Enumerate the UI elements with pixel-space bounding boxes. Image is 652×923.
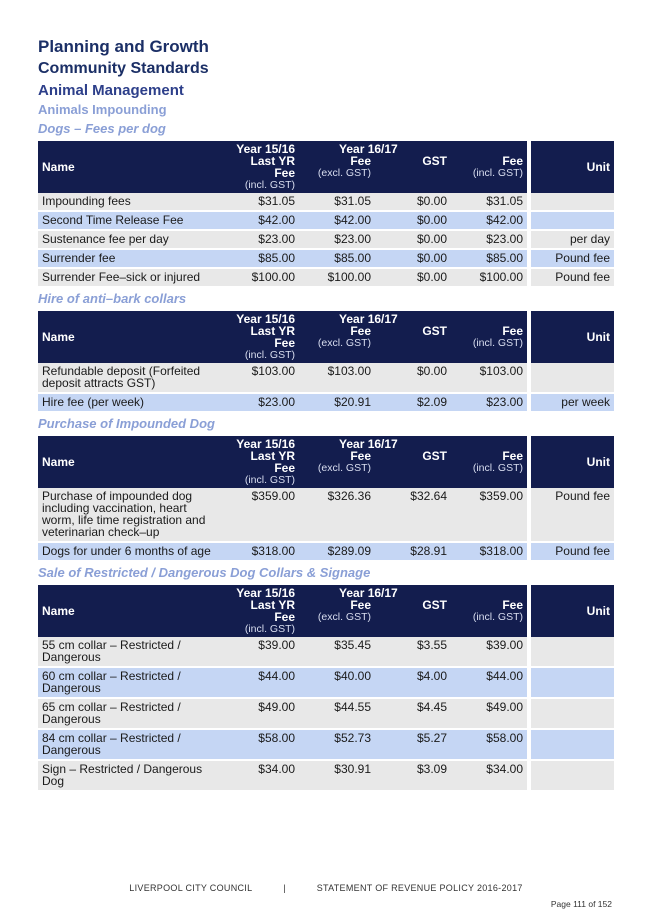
cell-last-yr-fee: $103.00 <box>223 363 299 394</box>
cell-unit: Pound fee <box>531 488 614 543</box>
col-header-gst: Year 16/17 GST <box>375 141 451 193</box>
cell-fee-excl: $40.00 <box>299 668 375 699</box>
col-header-name: Name <box>38 585 223 637</box>
col-header-unit: Unit <box>531 311 614 363</box>
cell-last-yr-fee: $49.00 <box>223 699 299 730</box>
cell-gst: $28.91 <box>375 543 451 562</box>
footer-statement: STATEMENT OF REVENUE POLICY 2016-2017 <box>316 883 523 893</box>
cell-fee-excl: $30.91 <box>299 761 375 792</box>
cell-unit <box>531 699 614 730</box>
cell-fee-excl: $20.91 <box>299 394 375 413</box>
col-header-name: Name <box>38 436 223 488</box>
cell-last-yr-fee: $31.05 <box>223 193 299 212</box>
cell-name: Refundable deposit (Forfeited deposit attracts GST) <box>38 363 223 394</box>
table-row <box>38 730 614 761</box>
cell-fee-excl: $42.00 <box>299 212 375 231</box>
cell-last-yr-fee: $359.00 <box>223 488 299 543</box>
col-header-gst: Year 16/17 GST <box>375 436 451 488</box>
table-row <box>38 212 614 231</box>
cell-last-yr-fee: $39.00 <box>223 637 299 668</box>
cell-last-yr-fee: $100.00 <box>223 269 299 288</box>
table-header <box>38 311 614 363</box>
cell-unit <box>531 212 614 231</box>
section-title: Dogs – Fees per dog <box>38 121 166 136</box>
table-row <box>38 394 614 413</box>
cell-gst: $32.64 <box>375 488 451 543</box>
page-number: Page 111 of 152 <box>550 899 612 909</box>
cell-gst: $0.00 <box>375 363 451 394</box>
cell-name: 65 cm collar – Restricted / Dangerous <box>38 699 223 730</box>
footer-council: LIVERPOOL CITY COUNCIL <box>129 883 253 893</box>
cell-name: Surrender Fee–sick or injured <box>38 269 223 288</box>
cell-fee-excl: $326.36 <box>299 488 375 543</box>
col-header-name: Name <box>38 311 223 363</box>
cell-unit <box>531 193 614 212</box>
cell-name: 55 cm collar – Restricted / Dangerous <box>38 637 223 668</box>
table-row <box>38 543 614 562</box>
fee-table <box>38 436 614 562</box>
cell-last-yr-fee: $44.00 <box>223 668 299 699</box>
cell-last-yr-fee: $23.00 <box>223 231 299 250</box>
cell-unit: per day <box>531 231 614 250</box>
page-footer <box>0 883 652 893</box>
table-row <box>38 363 614 394</box>
cell-name: Surrender fee <box>38 250 223 269</box>
cell-unit <box>531 637 614 668</box>
cell-name: 84 cm collar – Restricted / Dangerous <box>38 730 223 761</box>
cell-name: Dogs for under 6 months of age <box>38 543 223 562</box>
cell-fee-excl: $31.05 <box>299 193 375 212</box>
cell-name: Sustenance fee per day <box>38 231 223 250</box>
cell-last-yr-fee: $42.00 <box>223 212 299 231</box>
cell-name: Sign – Restricted / Dangerous Dog <box>38 761 223 792</box>
heading-service: Animal Management <box>38 82 184 99</box>
section-title: Purchase of Impounded Dog <box>38 416 215 431</box>
col-header-gst: Year 16/17 GST <box>375 585 451 637</box>
col-header-last-yr: Year 15/16 Last YR Fee (incl. GST) <box>223 436 299 488</box>
cell-fee-excl: $52.73 <box>299 730 375 761</box>
cell-fee-incl: $359.00 <box>451 488 527 543</box>
cell-name: Impounding fees <box>38 193 223 212</box>
col-header-gst: Year 16/17 GST <box>375 311 451 363</box>
col-header-unit: Unit <box>531 436 614 488</box>
cell-fee-excl: $35.45 <box>299 637 375 668</box>
col-header-fee-incl: Fee (incl. GST) <box>451 311 527 363</box>
cell-last-yr-fee: $34.00 <box>223 761 299 792</box>
cell-gst: $3.09 <box>375 761 451 792</box>
fee-table <box>38 311 614 413</box>
cell-name: Purchase of impounded dog including vaccination, heart worm, life time registration and veterinarian check–up <box>38 488 223 543</box>
cell-fee-incl: $44.00 <box>451 668 527 699</box>
document-page <box>38 36 614 794</box>
cell-gst: $0.00 <box>375 212 451 231</box>
table-row <box>38 250 614 269</box>
cell-unit <box>531 363 614 394</box>
cell-last-yr-fee: $85.00 <box>223 250 299 269</box>
cell-gst: $4.45 <box>375 699 451 730</box>
cell-fee-incl: $58.00 <box>451 730 527 761</box>
cell-name: Second Time Release Fee <box>38 212 223 231</box>
cell-fee-incl: $85.00 <box>451 250 527 269</box>
table-header <box>38 585 614 637</box>
col-header-unit: Unit <box>531 585 614 637</box>
footer-separator: | <box>283 883 286 893</box>
heading-department: Planning and Growth <box>38 37 209 56</box>
col-header-last-yr: Year 15/16 Last YR Fee (incl. GST) <box>223 311 299 363</box>
cell-fee-incl: $318.00 <box>451 543 527 562</box>
cell-fee-incl: $42.00 <box>451 212 527 231</box>
cell-gst: $0.00 <box>375 269 451 288</box>
col-header-fee: Fee (excl. GST) <box>299 436 375 488</box>
cell-gst: $4.00 <box>375 668 451 699</box>
fee-sections <box>38 120 614 792</box>
cell-unit: Pound fee <box>531 269 614 288</box>
cell-gst: $0.00 <box>375 250 451 269</box>
cell-name: Hire fee (per week) <box>38 394 223 413</box>
cell-fee-excl: $100.00 <box>299 269 375 288</box>
col-header-last-yr: Year 15/16 Last YR Fee (incl. GST) <box>223 141 299 193</box>
cell-name: 60 cm collar – Restricted / Dangerous <box>38 668 223 699</box>
cell-fee-incl: $39.00 <box>451 637 527 668</box>
col-header-fee: Fee (excl. GST) <box>299 311 375 363</box>
table-row <box>38 637 614 668</box>
col-header-fee-incl: Fee (incl. GST) <box>451 141 527 193</box>
col-header-fee-incl: Fee (incl. GST) <box>451 436 527 488</box>
heading-unit: Community Standards <box>38 60 209 77</box>
cell-fee-incl: $49.00 <box>451 699 527 730</box>
table-row <box>38 668 614 699</box>
table-row <box>38 699 614 730</box>
table-header <box>38 141 614 193</box>
heading-activity: Animals Impounding <box>38 102 167 117</box>
col-header-fee-incl: Fee (incl. GST) <box>451 585 527 637</box>
cell-last-yr-fee: $318.00 <box>223 543 299 562</box>
cell-fee-excl: $103.00 <box>299 363 375 394</box>
cell-unit: per week <box>531 394 614 413</box>
cell-fee-excl: $23.00 <box>299 231 375 250</box>
cell-gst: $0.00 <box>375 193 451 212</box>
cell-unit <box>531 730 614 761</box>
cell-fee-incl: $100.00 <box>451 269 527 288</box>
cell-fee-excl: $289.09 <box>299 543 375 562</box>
col-header-fee: Fee (excl. GST) <box>299 141 375 193</box>
col-header-last-yr: Year 15/16 Last YR Fee (incl. GST) <box>223 585 299 637</box>
cell-unit <box>531 668 614 699</box>
table-header <box>38 436 614 488</box>
fee-table <box>38 585 614 792</box>
table-row <box>38 231 614 250</box>
cell-fee-incl: $103.00 <box>451 363 527 394</box>
section-title: Hire of anti–bark collars <box>38 291 187 306</box>
fee-table <box>38 141 614 288</box>
cell-unit <box>531 761 614 792</box>
section-title: Sale of Restricted / Dangerous Dog Collars & Signage <box>38 565 371 580</box>
cell-last-yr-fee: $23.00 <box>223 394 299 413</box>
table-row <box>38 193 614 212</box>
cell-fee-incl: $23.00 <box>451 231 527 250</box>
col-header-name: Name <box>38 141 223 193</box>
cell-gst: $0.00 <box>375 231 451 250</box>
cell-unit: Pound fee <box>531 250 614 269</box>
cell-fee-incl: $23.00 <box>451 394 527 413</box>
cell-gst: $3.55 <box>375 637 451 668</box>
cell-fee-excl: $44.55 <box>299 699 375 730</box>
cell-last-yr-fee: $58.00 <box>223 730 299 761</box>
table-row <box>38 488 614 543</box>
cell-fee-incl: $31.05 <box>451 193 527 212</box>
col-header-fee: Fee (excl. GST) <box>299 585 375 637</box>
cell-gst: $5.27 <box>375 730 451 761</box>
table-row <box>38 761 614 792</box>
cell-unit: Pound fee <box>531 543 614 562</box>
table-row <box>38 269 614 288</box>
cell-gst: $2.09 <box>375 394 451 413</box>
col-header-unit: Unit <box>531 141 614 193</box>
cell-fee-excl: $85.00 <box>299 250 375 269</box>
cell-fee-incl: $34.00 <box>451 761 527 792</box>
